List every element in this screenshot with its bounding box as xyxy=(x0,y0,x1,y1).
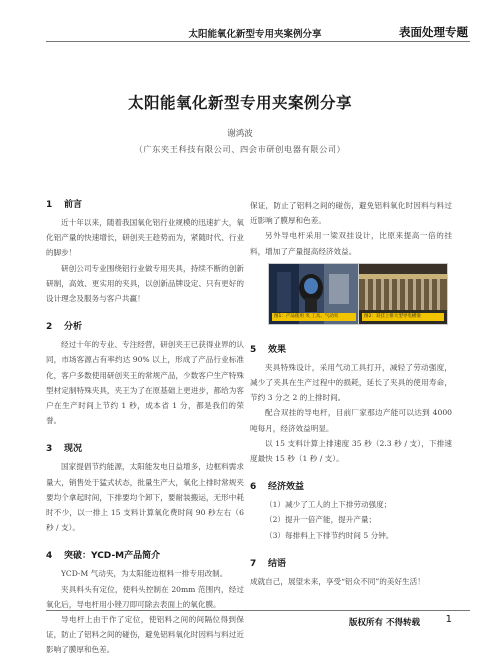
header-rule xyxy=(46,41,470,42)
header-journal-title: 太阳能氧化新型专用夹案例分享 xyxy=(188,29,322,40)
list-item: （3）每排料上下排节约时间 5 分钟。 xyxy=(265,530,394,540)
figure-photo-clamp-tool xyxy=(268,263,360,325)
paragraph: 配合双挂的导电杆，目前厂家那边产能可以达到 4000 吨每月，经济效益明显。 xyxy=(250,408,452,433)
paragraph: 国家提倡节约能源，太阳能发电日益增多，边框料需求量大，销售处于猛式状态，批量生产大，氧化上排时常规夹要均个拿起时间，下排要均个卸下，要耐装搬运，无形中耗时不少，以一排上 15 支料计算氧化费时间 90 秒左右（6 秒 / 支）。 xyxy=(46,462,244,533)
section-heading-3 xyxy=(46,442,244,456)
section-number: 6 xyxy=(250,482,257,493)
section-number: 5 xyxy=(250,344,257,355)
section-heading-1 xyxy=(46,198,244,212)
section-heading-5 xyxy=(250,343,452,357)
paragraph: 另外导电杆采用一梁双挂设计，比原来提高一倍的挂料，增加了产量提高经济效益。 xyxy=(250,231,452,256)
list-item: （1）减少了工人的上下排劳动强度； xyxy=(265,500,392,510)
copyright-notice: 版权所有 不得转载 xyxy=(349,618,420,628)
figure-photo-conductive-beam xyxy=(358,263,448,325)
page-number: 1 xyxy=(445,614,452,625)
section-number: 1 xyxy=(46,200,53,210)
section-heading-7 xyxy=(250,557,452,571)
section-heading-6 xyxy=(250,480,452,494)
paragraph: 导电杆上由于作了定位，使铝料之间的间隔位得到保证，防止了铝料之间的碰伤，避免铝料氧化时因料与料过近影响了膜厚和色差。 xyxy=(46,615,244,655)
list-item: （2）提升一倍产能，提升产量； xyxy=(265,515,377,525)
section-title: 突破：YCD-M产品简介 xyxy=(64,551,161,562)
footer-rule xyxy=(46,610,470,611)
paragraph: 夹具料头有定位，使料头控制在 20mm 范围内，经过氧化后，导电杆用小锉刀即可除去表面上的氧化膜。 xyxy=(46,584,244,609)
section-number: 3 xyxy=(46,444,53,455)
left-column xyxy=(46,198,244,655)
paragraph-continued: 保证，防止了铝料之间的碰伤，避免铝料氧化时因料与料过近影响了膜厚和色差。 xyxy=(250,201,452,226)
section-number: 7 xyxy=(250,558,257,569)
section-title: 现况 xyxy=(64,444,83,455)
figure-row xyxy=(250,263,452,329)
paragraph: 夹具特殊设计，采用气动工具打开，减轻了劳动强度，减少了夹具在生产过程中的损耗，延长了夹具的使用寿命，节约 3 分之 2 的上排时间。 xyxy=(250,362,452,403)
paragraph: 研创公司专业围绕铝行业做专用夹具，持续不断的创新研制，高效、更实用的夹具，以创新品牌设定、只有更好的设计理念及服务与客户共赢！ xyxy=(46,263,244,304)
figure-caption: 图2：双挂上排大型导电横梁 xyxy=(362,313,444,321)
article-title: 太阳能氧化新型专用夹案例分享 xyxy=(127,94,352,112)
section-number: 4 xyxy=(46,551,53,562)
section-title: 效果 xyxy=(268,344,287,355)
header-section-label: 表面处理专题 xyxy=(399,25,468,39)
section-heading-4 xyxy=(46,549,244,563)
section-title: 经济效益 xyxy=(268,482,305,493)
running-header xyxy=(0,22,480,42)
section-heading-2 xyxy=(46,320,244,334)
section-number: 2 xyxy=(46,322,53,333)
right-column xyxy=(250,198,452,589)
article-author: 谢鸿波 xyxy=(227,129,253,139)
section-title: 前言 xyxy=(64,200,83,210)
article-affiliation: （广东夹王科技有限公司、四会市研创电器有限公司） xyxy=(134,144,346,154)
paragraph: 近十年以来，随着我国氧化铝行业规模的迅速扩大，氧化铝产量的快速增长，研创夹王趁势而为，紧随时代、行业的脚步！ xyxy=(46,218,244,258)
paragraph: 成就自己，展望未来，享受“铝众不同”的美好生活！ xyxy=(250,576,425,586)
section-title: 分析 xyxy=(64,322,83,333)
paragraph: 以 15 支料计算上排速度 35 秒（2.3 秒 / 支），下排速度最快 15 秒（1 秒 / 支）。 xyxy=(250,438,452,464)
section-title: 结语 xyxy=(268,558,287,569)
paragraph: YCD-M 气动夹，为太阳能边框料一排专用改制。 xyxy=(61,569,228,579)
paragraph: 经过十年的专业、专注经营，研创夹王已获得业界的认同，市场客源占有率约达 90% 以上，形成了产品行业标准化，客户多数使用研创夹王的常规产品，少数客户生产特殊型材定制特殊夹具，夹王为了在原基础上更进步，都给为客户在生产时间上节约 1 秒，成本省 1 分，都是我们的荣誉。 xyxy=(46,340,244,426)
figure-caption: 图1：产品使用 夹 工具、气动夹 xyxy=(272,313,356,321)
